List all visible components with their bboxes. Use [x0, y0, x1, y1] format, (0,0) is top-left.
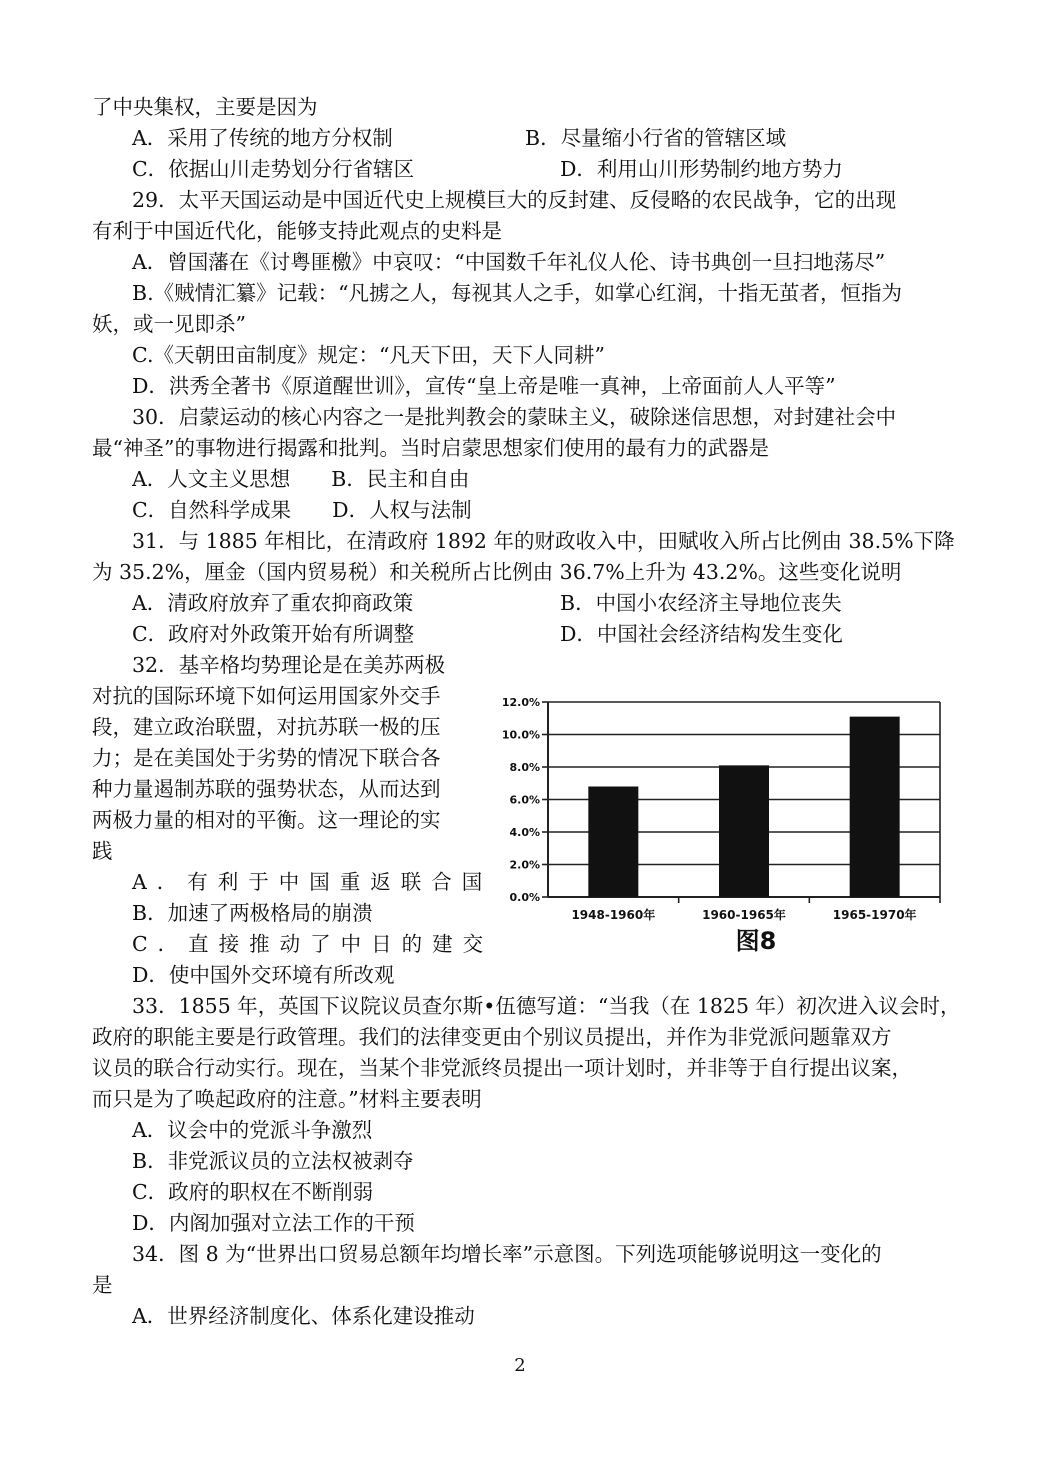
- text-line: 政府的职能主要是行政管理。我们的法律变更由个别议员提出，并作为非党派问题靠双方: [92, 1025, 892, 1049]
- x-tick-label: 1948-1960年: [571, 908, 656, 922]
- option-c: C．直接推动了中日的建交: [132, 932, 494, 956]
- option-a: A．采用了传统的地方分权制: [132, 126, 393, 150]
- y-tick-label: 8.0%: [509, 761, 540, 774]
- option-d: D．洪秀全著书《原道醒世训》，宣传“皇上帝是唯一真神，上帝面前人人平等”: [132, 374, 836, 398]
- bar: [588, 787, 638, 898]
- text-line: 力；是在美国处于劣势的情况下联合各: [92, 746, 441, 770]
- option-ab: A．人文主义思想 B．民主和自由: [132, 467, 470, 491]
- option-d: D．中国社会经济结构发生变化: [560, 622, 843, 646]
- y-tick-label: 12.0%: [501, 696, 540, 709]
- text-line: 议员的联合行动实行。现在，当某个非党派终员提出一项计划时，并非等于自行提出议案，: [92, 1056, 912, 1080]
- figure-8-chart: [482, 685, 952, 965]
- option-d: D．内阁加强对立法工作的干预: [132, 1211, 415, 1235]
- text-line: 妖，或一见即杀”: [92, 312, 246, 336]
- text-line: 对抗的国际环境下如何运用国家外交手: [92, 684, 441, 708]
- option-b: B．尽量缩小行省的管辖区域: [525, 126, 787, 150]
- y-tick-label: 4.0%: [509, 826, 540, 839]
- text-line: 了中央集权，主要是因为: [92, 95, 318, 119]
- option-a: A．清政府放弃了重农抑商政策: [132, 591, 414, 615]
- option-b: B．加速了两极格局的崩溃: [132, 901, 373, 925]
- chart-title: 图8: [735, 927, 777, 955]
- option-c: C．依据山川走势划分行省辖区: [132, 157, 415, 181]
- text-line: 有利于中国近代化，能够支持此观点的史料是: [92, 219, 502, 243]
- y-tick-label: 6.0%: [509, 793, 540, 807]
- option-cd: C．自然科学成果 D．人权与法制: [132, 498, 472, 522]
- option-d: D．使中国外交环境有所改观: [132, 963, 395, 987]
- question-34: 34．图 8 为“世界出口贸易总额年均增长率”示意图。下列选项能够说明这一变化的: [132, 1242, 882, 1266]
- x-tick-label: 1960-1965年: [702, 908, 786, 922]
- x-tick-label: 1965-1970年: [832, 908, 917, 922]
- question-33: 33．1855 年，英国下议院议员查尔斯•伍德写道：“当我（在 1825 年）初次进入议会时，: [132, 994, 961, 1018]
- text-line: 为 35.2%，厘金（国内贸易税）和关税所占比例由 36.7%上升为 43.2%。这些变化说明: [92, 560, 902, 584]
- question-32: 32．基辛格均势理论是在美苏两极: [132, 653, 446, 677]
- option-a: A．曾国藩在《讨粤匪檄》中哀叹：“中国数千年礼仪人伦、诗书典创一旦扫地荡尽”: [132, 250, 886, 274]
- option-c: C．政府对外政策开始有所调整: [132, 622, 415, 646]
- text-line: 两极力量的相对的平衡。这一理论的实: [92, 808, 441, 832]
- text-line: 段，建立政治联盟，对抗苏联一极的压: [92, 715, 441, 739]
- option-a: A．议会中的党派斗争激烈: [132, 1118, 373, 1142]
- y-tick-label: 10.0%: [501, 728, 540, 742]
- y-tick-label: 2.0%: [509, 858, 540, 872]
- text-line: 种力量遏制苏联的强势状态，从而达到: [92, 777, 441, 801]
- question-31: 31．与 1885 年相比，在清政府 1892 年的财政收入中，田赋收入所占比例由 38.5%下降: [132, 529, 955, 553]
- y-tick-label: 0.0%: [509, 891, 540, 904]
- option-b: B．中国小农经济主导地位丧失: [560, 591, 842, 615]
- option-c: C.《天朝田亩制度》规定：“凡天下田，天下人同耕”: [132, 343, 605, 367]
- option-a: A．有利于中国重返联合国: [132, 870, 493, 894]
- option-b: B．非党派议员的立法权被剥夺: [132, 1149, 414, 1173]
- bar: [850, 717, 900, 897]
- question-29: 29．太平天国运动是中国近代史上规模巨大的反封建、反侵略的农民战争，它的出现: [132, 188, 897, 212]
- text-line: 最“神圣”的事物进行揭露和批判。当时启蒙思想家们使用的最有力的武器是: [92, 436, 769, 460]
- bar: [719, 765, 769, 897]
- page-number: 2: [514, 1355, 526, 1376]
- text-line: 而只是为了唤起政府的注意。”材料主要表明: [92, 1087, 482, 1111]
- text-line: 是: [92, 1273, 113, 1297]
- bar-chart-svg: [482, 685, 952, 965]
- option-c: C．政府的职权在不断削弱: [132, 1180, 374, 1204]
- option-a: A．世界经济制度化、体系化建设推动: [132, 1304, 475, 1328]
- option-b: B.《贼情汇纂》记载：“凡掳之人，每视其人之手，如掌心红润，十指无茧者，恒指为: [132, 281, 903, 305]
- text-line: 践: [92, 839, 113, 863]
- option-d: D．利用山川形势制约地方势力: [560, 157, 843, 181]
- question-30: 30．启蒙运动的核心内容之一是批判教会的蒙昧主义，破除迷信思想，对封建社会中: [132, 405, 897, 429]
